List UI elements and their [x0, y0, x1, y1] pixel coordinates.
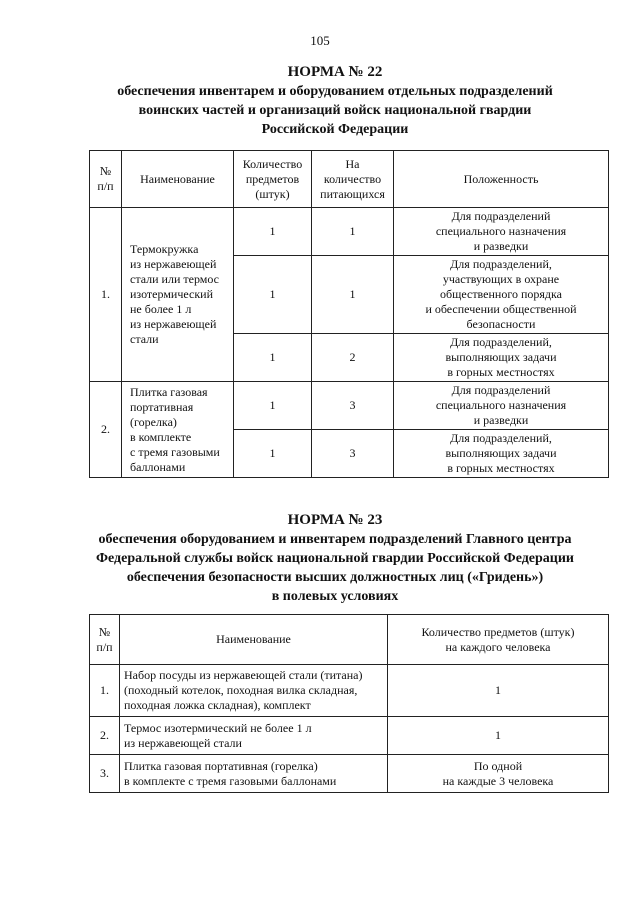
header-num: № п/п	[90, 615, 120, 665]
header-qty: Количество предметов (штук) на каждого человека	[388, 615, 609, 665]
item-qty: По одной на каждые 3 человека	[388, 755, 609, 793]
item-per: 2	[312, 334, 394, 382]
header-qty: Количество предметов (штук)	[234, 151, 312, 208]
item-alloc: Для подразделений, участвующих в охране общественного порядка и обеспечении общественной безопасности	[394, 256, 609, 334]
item-name: Термос изотермический не более 1 л из нержавеющей стали	[120, 717, 388, 755]
item-name: Набор посуды из нержавеющей стали (титана) (походный котелок, походная вилка складная, походная ложка складная), комплект	[120, 665, 388, 717]
item-alloc: Для подразделений, выполняющих задачи в горных местностях	[394, 430, 609, 478]
item-number: 1.	[90, 208, 122, 382]
item-per: 3	[312, 382, 394, 430]
item-qty: 1	[234, 382, 312, 430]
norm23-subtitle-line: Федеральной службы войск национальной гвардии Российской Федерации	[95, 551, 575, 566]
header-alloc: Положенность	[394, 151, 609, 208]
header-per: На количество питающихся	[312, 151, 394, 208]
item-qty: 1	[234, 208, 312, 256]
norm22-title: НОРМА № 22	[287, 64, 383, 80]
item-qty: 1	[234, 430, 312, 478]
norm23-heading	[40, 511, 630, 606]
item-qty: 1	[234, 256, 312, 334]
norm23-subtitle-line: обеспечения оборудованием и инвентарем подразделений Главного центра	[98, 532, 572, 547]
item-qty: 1	[388, 665, 609, 717]
item-qty: 1	[388, 717, 609, 755]
item-per: 1	[312, 256, 394, 334]
table-row	[90, 665, 609, 717]
page-number: 105	[310, 33, 330, 48]
norm22-subtitle-line: Российской Федерации	[261, 122, 409, 137]
header-name: Наименование	[122, 151, 234, 208]
norm23-table	[89, 614, 609, 793]
table-row	[90, 717, 609, 755]
item-name: Плитка газовая портативная (горелка) в комплекте с тремя газовыми баллонами	[122, 382, 234, 478]
item-alloc: Для подразделений специального назначения и разведки	[394, 382, 609, 430]
item-per: 1	[312, 208, 394, 256]
norm22-subtitle-line: обеспечения инвентарем и оборудованием отдельных подразделений	[117, 84, 553, 99]
norm23-subtitle-line: обеспечения безопасности высших должностных лиц («Гридень»)	[126, 570, 544, 585]
norm22-subtitle-line: воинских частей и организаций войск национальной гвардии	[138, 103, 532, 118]
norm23-subtitle-line: в полевых условиях	[271, 589, 399, 604]
item-alloc: Для подразделений специального назначения и разведки	[394, 208, 609, 256]
header-num: № п/п	[90, 151, 122, 208]
item-number: 2.	[90, 717, 120, 755]
item-alloc: Для подразделений, выполняющих задачи в горных местностях	[394, 334, 609, 382]
norm23-header-row	[90, 615, 609, 665]
item-number: 3.	[90, 755, 120, 793]
item-qty: 1	[234, 334, 312, 382]
norm22-heading	[40, 63, 630, 139]
item-number: 1.	[90, 665, 120, 717]
norm22-table	[89, 150, 609, 478]
norm22-header-row	[90, 151, 609, 208]
table-row	[90, 382, 609, 430]
header-name: Наименование	[120, 615, 388, 665]
item-number: 2.	[90, 382, 122, 478]
table-row	[90, 755, 609, 793]
table-row	[90, 208, 609, 256]
norm23-title: НОРМА № 23	[287, 512, 383, 528]
item-per: 3	[312, 430, 394, 478]
item-name: Термокружка из нержавеющей стали или термос изотермический не более 1 л из нержавеющей стали	[122, 208, 234, 382]
item-name: Плитка газовая портативная (горелка) в комплекте с тремя газовыми баллонами	[120, 755, 388, 793]
